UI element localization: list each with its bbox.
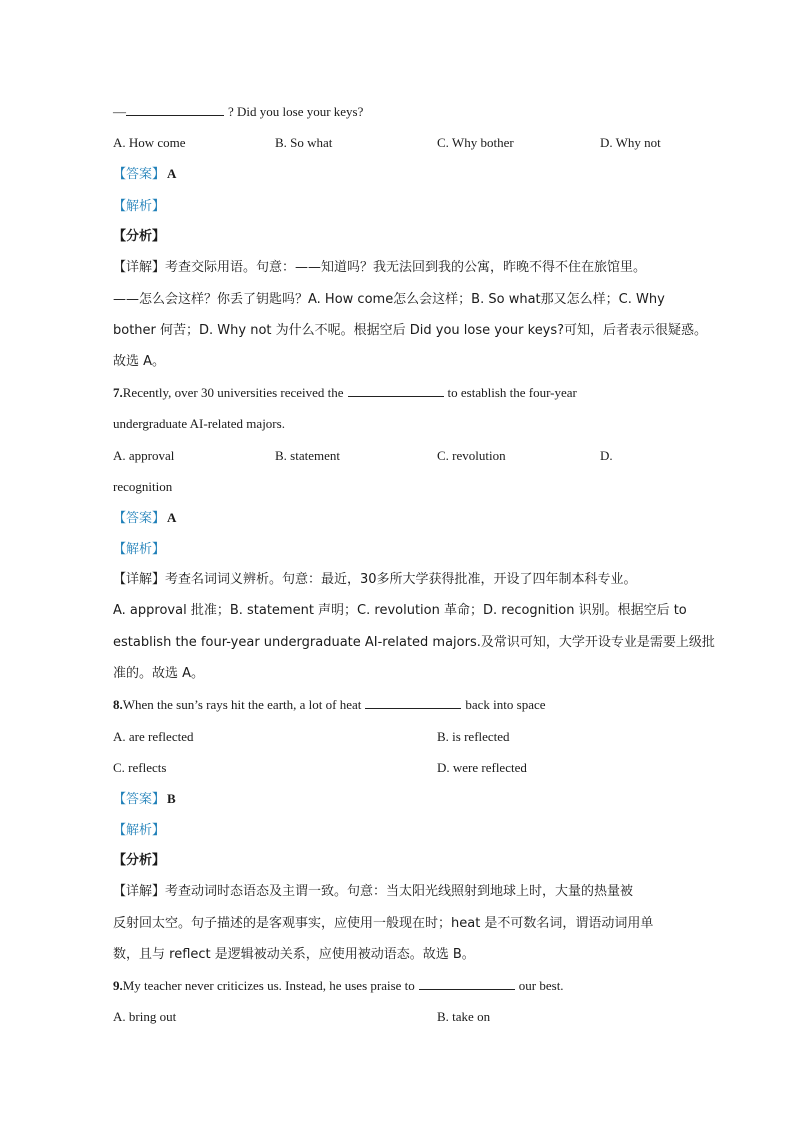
q7-detail-line-4: 准的。故选 A。 — [113, 666, 205, 681]
q6-detail-line-4: 故选 A。 — [113, 354, 166, 369]
q6-jiexi — [113, 196, 165, 217]
q7-jiexi — [113, 539, 165, 560]
q7-detail-line-2: A. approval 批准；B. statement 声明；C. revolution 革命；D. recognition 识别。根据空后 to — [113, 603, 687, 618]
q7-stem-a: Recently, over 30 universities received the — [122, 385, 344, 400]
q7-option-b: B. statement — [275, 448, 340, 463]
q8-stem — [113, 695, 546, 715]
q6-option-d: D. Why not — [600, 135, 661, 150]
q8-option-a: A. are reflected — [113, 729, 194, 744]
q7-option-c: C. revolution — [437, 448, 506, 463]
answer-tag: 【答案】 — [113, 511, 166, 526]
q8-stem-b: back into space — [465, 697, 546, 712]
q6-option-c: C. Why bother — [437, 135, 514, 150]
q7-detail-line-1: 【详解】考查名词词义辨析。句意：最近，30多所大学获得批准，开设了四年制本科专业。 — [113, 572, 637, 587]
q8-fenxi: 【分析】 — [113, 853, 166, 868]
q9-stem-a: My teacher never criticizes us. Instead, he uses praise to — [122, 978, 415, 993]
q6-detail-line-1: 【详解】考查交际用语。句意：——知道吗？我无法回到我的公寓，昨晚不得不住在旅馆里。 — [113, 260, 647, 275]
q8-option-c: C. reflects — [113, 760, 167, 775]
q6-dash: — — [113, 104, 126, 119]
answer-value: A — [167, 166, 177, 181]
answer-blank — [365, 696, 461, 709]
q8-jiexi — [113, 820, 165, 841]
q7-detail-line-3: establish the four-year undergraduate AI-related majors.及常识可知，大学开设专业是需要上级批 — [113, 635, 715, 650]
q7-stem-line-2: undergraduate AI-related majors. — [113, 416, 285, 431]
q8-option-b: B. is reflected — [437, 729, 510, 744]
q8-answer — [113, 789, 176, 810]
jiexi-tag: 【解析】 — [113, 823, 166, 838]
q9-option-b: B. take on — [437, 1009, 491, 1024]
jiexi-tag: 【解析】 — [113, 542, 166, 557]
question-number: 8. — [113, 697, 123, 712]
q9-stem-b: our best. — [518, 978, 564, 993]
q6-option-b: B. So what — [275, 135, 333, 150]
q7-answer — [113, 508, 176, 529]
answer-tag: 【答案】 — [113, 167, 166, 182]
q8-detail-line-3: 数，且与 reflect 是逻辑被动关系，应使用被动语态。故选 B。 — [113, 947, 475, 962]
q9-stem — [113, 976, 564, 996]
answer-blank — [126, 103, 224, 116]
q8-stem-a: When the sun’s rays hit the earth, a lot of heat — [122, 697, 362, 712]
q8-option-d: D. were reflected — [437, 760, 527, 775]
q7-option-a: A. approval — [113, 448, 175, 463]
q6-option-a: A. How come — [113, 135, 186, 150]
q6-detail-line-2: ——怎么会这样？你丢了钥匙吗？A. How come怎么会这样；B. So what那又怎么样；C. Why — [113, 292, 665, 307]
q6-stem-text: ? Did you lose your keys? — [228, 104, 364, 119]
q7-stem-b: to establish the four-year — [447, 385, 577, 400]
q6-fenxi: 【分析】 — [113, 229, 166, 244]
q8-detail-line-2: 反射回太空。句子描述的是客观事实，应使用一般现在时；heat 是不可数名词，谓语动词用单 — [113, 916, 654, 931]
answer-value: A — [167, 510, 177, 525]
question-number: 7. — [113, 385, 123, 400]
answer-blank — [419, 977, 515, 990]
q6-answer — [113, 164, 176, 185]
question-number: 9. — [113, 978, 123, 993]
answer-value: B — [167, 791, 176, 806]
jiexi-tag: 【解析】 — [113, 199, 166, 214]
q7-stem — [113, 383, 577, 403]
q8-detail-line-1: 【详解】考查动词时态语态及主谓一致。句意：当太阳光线照射到地球上时，大量的热量被 — [113, 884, 634, 899]
q6-detail-line-3: bother 何苦；D. Why not 为什么不呢。根据空后 Did you lose your keys?可知，后者表示很疑惑。 — [113, 323, 708, 338]
answer-tag: 【答案】 — [113, 792, 166, 807]
q6-stem — [113, 102, 363, 122]
q7-option-d-text: recognition — [113, 479, 173, 494]
q9-option-a: A. bring out — [113, 1009, 177, 1024]
answer-blank — [348, 384, 444, 397]
q7-option-d: D. — [600, 448, 613, 463]
